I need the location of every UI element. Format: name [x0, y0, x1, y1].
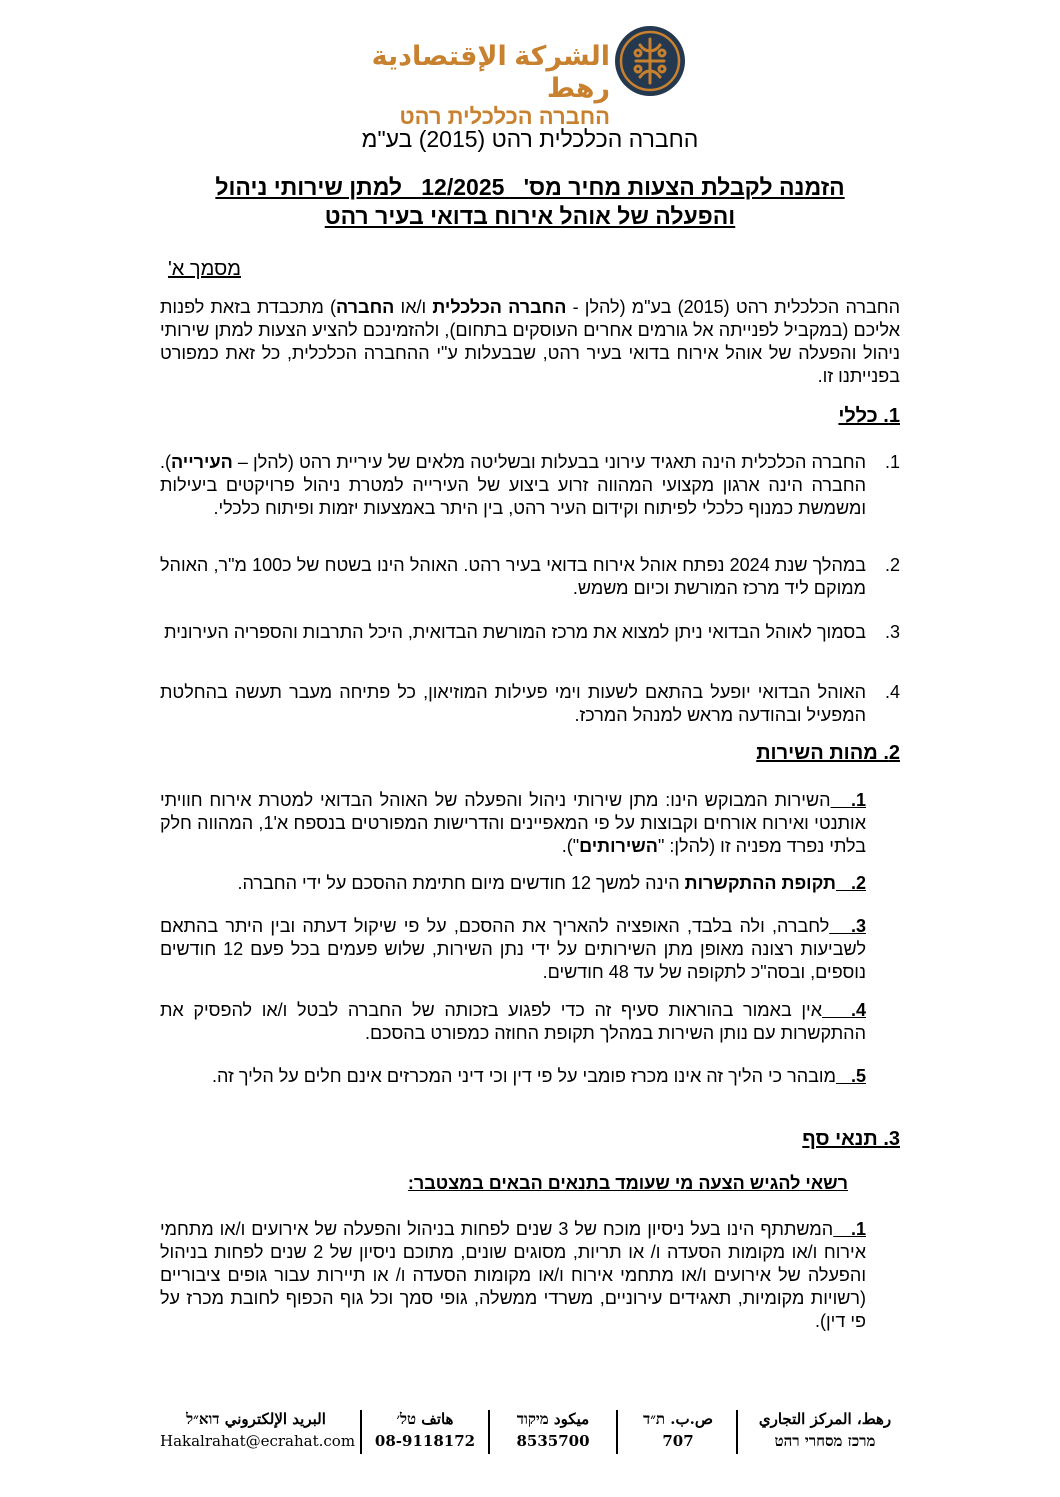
list-item [160, 1065, 900, 1088]
footer-phone-value: 08-9118172 [374, 1432, 476, 1450]
footer-divider [360, 1410, 362, 1454]
footer-address-label: رهط، المركز التجاري [758, 1410, 892, 1428]
item-number: 2. [850, 873, 866, 893]
footer-zip-label: ميكود מיקוד [516, 1410, 590, 1428]
footer-pobox-label: ص.ب. ת״ד [643, 1410, 713, 1428]
footer-email-value[interactable]: Hakalrahat@ecrahat.com [160, 1432, 356, 1450]
item-text: במהלך שנת 2024 נפתח אוהל אירוח בדואי בעיר רהט. האוהל הינו בשטח של כ100 מ"ר, האוהל ממוקם ליד מרכז המורשת וכיום משמש. [160, 555, 866, 598]
item-text-part: אין באמור בהוראות סעיף זה כדי לפגוע בזכותה של החברה לבטל ו/או להפסיק את ההתקשרות עם נותן השירות במהלך תקופת החוזה כמפורט בהסכם. [160, 1000, 866, 1043]
intro-bold-2: החברה [336, 297, 395, 317]
footer-pobox-value: 707 [662, 1432, 694, 1450]
tree-seal-icon [614, 25, 686, 97]
logo-arabic-name: الشركة الإقتصادية رهط [371, 41, 610, 103]
item-bold: העירייה [171, 452, 233, 472]
footer-pobox [628, 1408, 728, 1458]
item-text [160, 915, 866, 984]
list-item [160, 789, 900, 858]
footer-address-value: מרכז מסחרי רהט [774, 1432, 876, 1450]
section-1-heading: 1. כללי [838, 405, 900, 427]
item-number: 4. [884, 682, 900, 702]
item-text-part: המשתתף הינו בעל ניסיון מוכח של 3 שנים לפחות בניהול והפעלה של אירועים ו/או מתחמי אירוח ו/או מקומות הסעדה ו/ או תריות, מסוגים שונים, מתוכם ניסיון של 2 שנים לפחות בניהול והפעלה של אירועים ו/או מתחמי אירוח ו/או מקומות הסעדה ו/ או תיירות עבור גופים ציבוריים (רשויות מקומיות, תאגידים עירוניים, משרדי ממשלה, גופי סמך וכל גוף הכפוף לחובת מכרז על פי דין). [160, 1219, 866, 1331]
footer [160, 1408, 900, 1458]
footer-divider [616, 1410, 618, 1454]
item-text [160, 1065, 866, 1088]
item-text [160, 789, 866, 858]
item-text-part: השירות המבוקש הינו: מתן שירותי ניהול והפעלה של האוהל הבדואי למטרת אירוח חוויתי אותנטי ואירוח אורחים וקבוצות על פי המאפיינים והדרישות המפורטים בנספח א'1, המהווה חלק בלתי נפרד מפניה זו (להלן: " [160, 790, 866, 856]
item-number: 4. [850, 1000, 866, 1020]
item-text [160, 872, 866, 895]
footer-divider [488, 1410, 490, 1454]
list-item [160, 999, 900, 1045]
item-number: 1. [850, 790, 866, 810]
item-text [160, 999, 866, 1045]
list-item [160, 1218, 900, 1333]
item-number: 5. [850, 1066, 866, 1086]
intro-text-1: החברה הכלכלית רהט (2015) בע"מ (להלן - [566, 297, 901, 317]
footer-email-label: البريد الإلكتروني דוא״ל [186, 1410, 326, 1428]
item-text: האוהל הבדואי יופעל בהתאם לשעות וימי פעילות המוזיאון, כל פתיחה מעבר תעשה בהחלטת המפעיל ובהודעה מראש למנהל המרכז. [160, 682, 866, 725]
item-text-part: לחברה, ולה בלבד, האופציה להאריך את ההסכם, על פי שיקול דעתה ובין היתר בהתאם לשביעות רצונה מאופן מתן השירותים על ידי נתן השירות, שלוש פעמים בכל פעם 12 חודשים נוספים, ובסה"כ לתקופה של עד 48 חודשים. [160, 916, 866, 982]
list-item [160, 681, 900, 727]
intro-bold-1: החברה הכלכלית [432, 297, 567, 317]
item-number: 1. [850, 1219, 866, 1239]
item-text [160, 451, 866, 520]
intro-paragraph [160, 296, 900, 388]
list-item [160, 621, 900, 644]
list-item [160, 451, 900, 520]
company-title: החברה הכלכלית רהט (2015) בע"מ [361, 126, 699, 152]
list-item [160, 872, 900, 895]
invitation-title-line-1: הזמנה לקבלת הצעות מחיר מס' _12/2025_ למתן שירותי ניהול [215, 174, 845, 200]
intro-text-3: ) מתכבדת בזאת לפנות אליכם (במקביל לפנייתה אל גורמים אחרים העוסקים בתחום), ולהזמינכם להציע הצעות למתן שירותי ניהול והפעלה של אוהל אירוח בדואי בעיר רהט, שבבעלות ע"י ההחברה הכלכלית, כל זאת כמפורט בפנייתנו זו. [160, 297, 900, 386]
footer-address [750, 1408, 900, 1458]
item-number: 1. [884, 452, 900, 472]
item-text [160, 1218, 866, 1333]
section-3-heading: 3. תנאי סף [802, 1128, 900, 1150]
section-3-subheading: רשאי להגיש הצעה מי שעומד בתנאים הבאים במצטבר: [407, 1173, 848, 1193]
section-2-heading: 2. מהות השירות [756, 742, 900, 764]
footer-zip-value: 8535700 [516, 1432, 590, 1450]
item-text-part: הינה למשך 12 חודשים מיום חתימת ההסכם על ידי החברה. [237, 873, 685, 893]
item-text: בסמוך לאוהל הבדואי ניתן למצוא את מרכז המורשת הבדואית, היכל התרבות והספריה העירונית [164, 622, 866, 642]
list-item [160, 554, 900, 600]
invitation-title [160, 173, 900, 231]
intro-text-2: ו/או [394, 297, 433, 317]
item-text-part: מובהר כי הליך זה אינו מכרז פומבי על פי דין וכי דיני המכרזים אינם חלים על הליך זה. [211, 1066, 836, 1086]
footer-divider [736, 1410, 738, 1454]
footer-phone-label: هاتف טל׳ [396, 1410, 454, 1428]
footer-email [160, 1408, 356, 1458]
item-number: 2. [884, 555, 900, 575]
footer-zip [498, 1408, 608, 1458]
logo-text [360, 40, 610, 130]
logo-hebrew-name: החברה הכלכלית רהט [399, 104, 610, 129]
item-text-part: החברה הכלכלית הינה תאגיד עירוני בבעלות ובשליטה מלאים של עיריית רהט (להלן – [232, 452, 866, 472]
footer-phone [370, 1408, 480, 1458]
item-text-part: "). [561, 836, 580, 856]
item-bold: תקופת ההתקשרות [684, 873, 836, 893]
item-number: 3. [884, 622, 900, 642]
item-bold: השירותים [579, 836, 658, 856]
item-text-part: ). החברה הינה ארגון מקצועי המהווה זרוע ביצוע של העירייה למטרת ניהול פרויקטים ביעילות ומשמשת כמנוף כלכלי לפיתוח וקידום העיר רהט, בין היתר באמצעות יזמות ופיתוח כלכלי. [160, 452, 866, 518]
list-item [160, 915, 900, 984]
invitation-title-line-2: והפעלה של אוהל אירוח בדואי בעיר רהט [324, 203, 736, 229]
document-label: מסמך א' [167, 258, 241, 280]
item-number: 3. [850, 916, 866, 936]
